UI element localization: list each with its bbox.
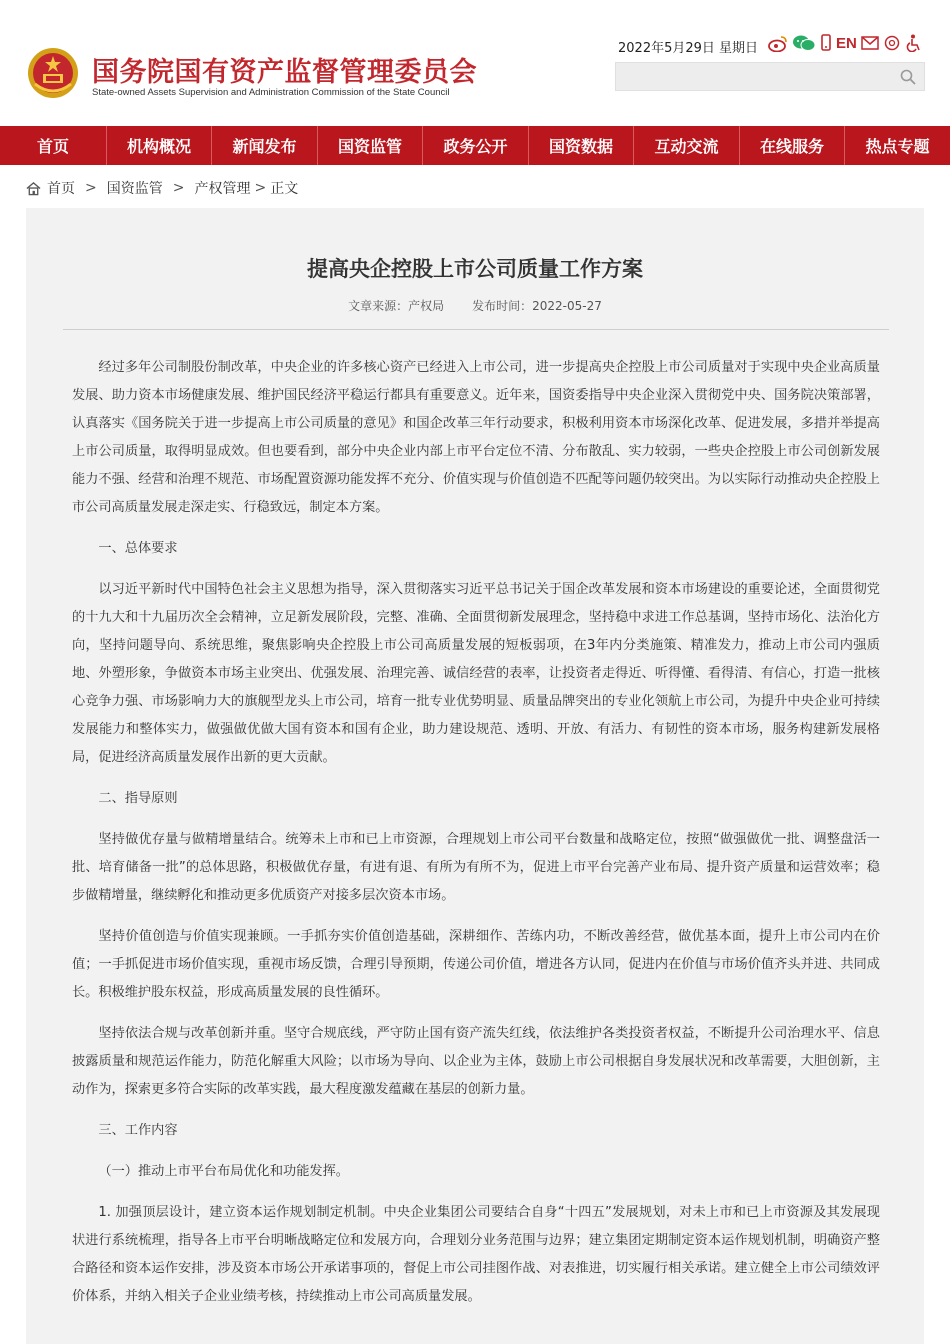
nav-item-hot-topics[interactable]: 热点专题 xyxy=(865,137,930,156)
article-paragraph: 以习近平新时代中国特色社会主义思想为指导，深入贯彻落实习近平总书记关于国企改革发展和资本市场建设的重要论述，全面贯彻党的十九大和十九届历次全会精神，立足新发展阶段，完整、准确、全面贯彻新发展理念，坚持稳中求进工作总基调，坚持市场化、法治化方向，坚持问题导向、系统思维，聚焦影响央企控股上市公司高质量发展的短板弱项，在3年内分类施策、精准发力，推动上市公司内强质地、外塑形象，争做资本市场主业突出、优强发展、治理完善、诚信经营的表率，让投资者走得近、听得懂、看得清、有信心，打造一批核心竞争力强、市场影响力大的旗舰型龙头上市公司，培育一批专业优势明显、质量品牌突出的专业化领航上市公司，为提升中央企业可持续发展能力和整体实力，做强做优做大国有资本和国有企业，助力建设规范、透明、开放、有活力、有韧性的资本市场，服务构建新发展格局，促进经济高质量发展作出新的更大贡献。 xyxy=(72,582,880,765)
breadcrumb-property-rights[interactable]: 产权管理 xyxy=(194,181,251,197)
search-icon[interactable] xyxy=(900,69,916,85)
article-body xyxy=(72,354,880,1324)
english-link[interactable]: EN xyxy=(836,34,857,52)
search-input[interactable] xyxy=(616,63,886,90)
article-paragraph: 坚持做优存量与做精增量结合。统筹未上市和已上市资源，合理规划上市公司平台数量和战略定位，按照“做强做优一批、调整盘活一批、培育储备一批”的总体思路，积极做优存量，有进有退、有所为有所不为，促进上市平台完善产业布局、提升资产质量和运营效率；稳步做精增量，继续孵化和推动更多优质资产对接多层次资本市场。 xyxy=(72,832,880,903)
title-divider xyxy=(63,329,889,330)
nav-item-interaction[interactable]: 互动交流 xyxy=(634,126,740,165)
breadcrumb-separator: > xyxy=(254,180,267,196)
nav-item-supervision[interactable]: 国资监管 xyxy=(318,126,423,165)
mobile-icon[interactable] xyxy=(820,33,832,53)
header-tools xyxy=(768,33,921,53)
article-meta xyxy=(26,297,924,314)
site-subtitle: State-owned Assets Supervision and Administration Commission of the State Council xyxy=(92,87,450,98)
nav-item-home[interactable]: 首页 xyxy=(0,126,107,165)
current-date: 2022年5月29日 星期日 xyxy=(618,41,759,56)
section-heading: 一、总体要求 xyxy=(98,541,178,556)
article-paragraph: 坚持价值创造与价值实现兼顾。一手抓夯实价值创造基础，深耕细作、苦练内功，不断改善经营，做优基本面，提升上市公司内在价值；一手抓促进市场价值实现，重视市场反馈，合理引导预期，传递公司价值，增进各方认同，促进内在价值与市场价值齐头并进、共同成长。积极维护股东权益，形成高质量发展的良性循环。 xyxy=(72,929,880,1000)
accessibility-care-icon[interactable] xyxy=(883,33,901,53)
article-source: 文章来源：产权局 xyxy=(348,299,445,313)
breadcrumb-separator: > xyxy=(172,180,185,196)
article-panel xyxy=(26,208,924,1344)
article-title: 提高央企控股上市公司质量工作方案 xyxy=(307,257,643,281)
nav-item-news[interactable]: 新闻发布 xyxy=(212,126,318,165)
home-icon xyxy=(26,181,41,196)
breadcrumb-current: 正文 xyxy=(270,181,299,197)
breadcrumb-supervision[interactable]: 国资监管 xyxy=(106,181,163,197)
wechat-icon[interactable] xyxy=(792,33,816,53)
search-box xyxy=(615,62,925,91)
breadcrumb-home[interactable]: 首页 xyxy=(47,181,75,197)
nav-item-government-affairs[interactable]: 政务公开 xyxy=(423,126,529,165)
main-nav xyxy=(0,126,950,165)
mail-icon[interactable] xyxy=(861,33,879,53)
site-header xyxy=(0,0,950,126)
section-heading: 三、工作内容 xyxy=(98,1123,178,1138)
breadcrumb-separator: > xyxy=(85,180,97,196)
nav-item-data[interactable]: 国资数据 xyxy=(529,126,634,165)
article-date: 发布时间：2022-05-27 xyxy=(472,299,602,313)
nav-item-organization[interactable]: 机构概况 xyxy=(107,126,212,165)
wheelchair-icon[interactable] xyxy=(905,33,921,53)
nav-item-online-service[interactable]: 在线服务 xyxy=(740,126,845,165)
subsection-heading: （一）推动上市平台布局优化和功能发挥。 xyxy=(98,1164,349,1179)
site-title[interactable]: 国务院国有资产监督管理委员会 xyxy=(92,57,477,88)
breadcrumb xyxy=(26,178,298,198)
article-paragraph: 经过多年公司制股份制改革，中央企业的许多核心资产已经进入上市公司，进一步提高央企控股上市公司质量对于实现中央企业高质量发展、助力资本市场健康发展、维护国民经济平稳运行都具有重要意义。近年来，国资委指导中央企业深入贯彻党中央、国务院决策部署，认真落实《国务院关于进一步提高上市公司质量的意见》和国企改革三年行动要求，积极利用资本市场深化改革、促进发展，多措并举提高上市公司质量，取得明显成效。但也要看到，部分中央企业内部上市平台定位不清、分布散乱、实力较弱，一些央企控股上市公司创新发展能力不强、经营和治理不规范、市场配置资源功能发挥不充分、价值实现与价值创造不匹配等问题仍较突出。为以实际行动推动央企控股上市公司高质量发展走深走实、行稳致远，制定本方案。 xyxy=(72,360,880,515)
national-emblem-icon[interactable] xyxy=(26,46,80,100)
article-paragraph: 1. 加强顶层设计，建立资本运作规划制定机制。中央企业集团公司要结合自身“十四五”发展规划，对未上市和已上市资源及其发展现状进行系统梳理，指导各上市平台明晰战略定位和发展方向，合理划分业务范围与边界；建立集团定期制定资本运作规划机制，明确资产整合路径和资本运作安排，涉及资本市场公开承诺事项的，督促上市公司挂图作战、对表推进，切实履行相关承诺。建立健全上市公司绩效评价体系，并纳入相关子企业业绩考核，持续推动上市公司高质量发展。 xyxy=(72,1205,880,1304)
article-paragraph: 坚持依法合规与改革创新并重。坚守合规底线，严守防止国有资产流失红线，依法维护各类投资者权益，不断提升公司治理水平、信息披露质量和规范运作能力，防范化解重大风险；以市场为导向、以企业为主体，鼓励上市公司根据自身发展状况和改革需要，大胆创新，主动作为，探索更多符合实际的改革实践，最大程度激发蕴藏在基层的创新力量。 xyxy=(72,1026,880,1097)
section-heading: 二、指导原则 xyxy=(98,791,178,806)
weibo-icon[interactable] xyxy=(768,33,788,53)
